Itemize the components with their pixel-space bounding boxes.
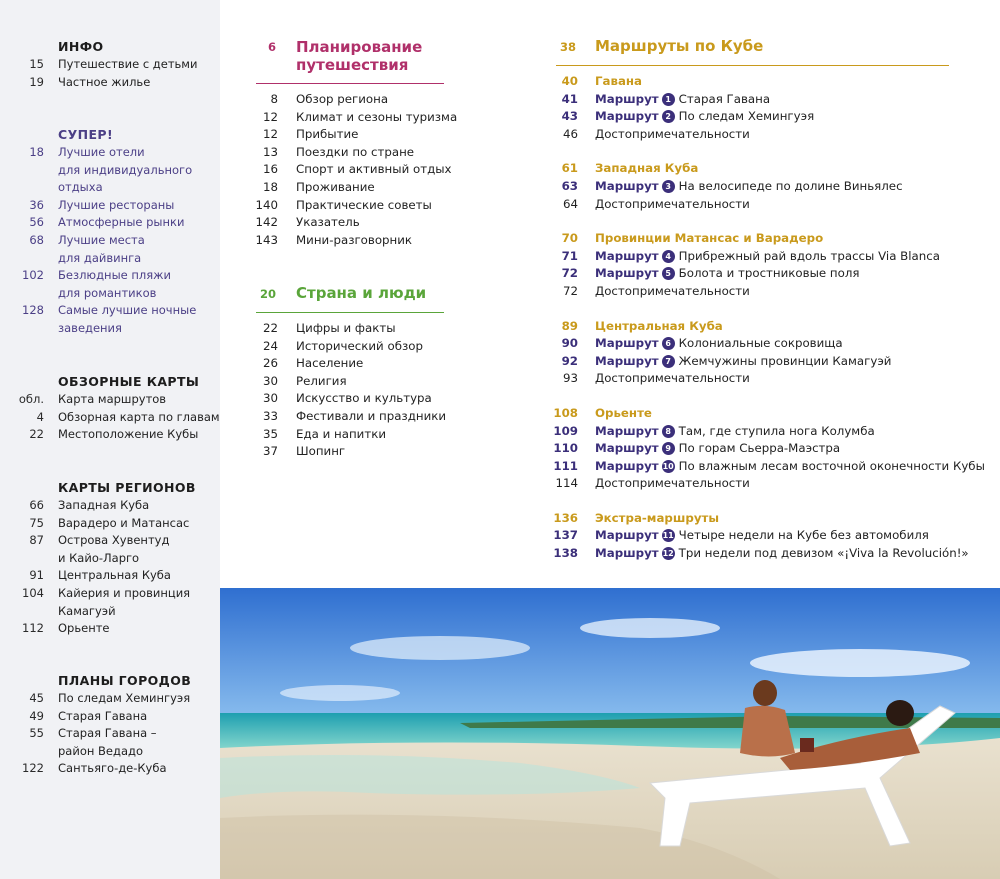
routes-item-page: 64 — [562, 196, 578, 211]
routes-item-label: На велосипеде по долине Виньялес — [678, 178, 903, 193]
planning-item-page: 140 — [255, 197, 278, 212]
country-item-page: 26 — [262, 356, 278, 371]
sidebar-region-maps-item-page: 112 — [22, 621, 44, 636]
country-rule — [256, 312, 444, 313]
route-label: Маршрут — [595, 266, 659, 281]
planning-item-label: Климат и сезоны туризма — [296, 109, 458, 124]
route-label: Маршрут — [595, 528, 659, 543]
sidebar-super-item-label: Лучшие места — [58, 232, 145, 247]
country-title: Страна и люди — [296, 284, 427, 302]
sidebar-region-maps-item-page: 87 — [29, 533, 44, 548]
sidebar-region-maps-item-label: Кайерия и провинция — [58, 585, 191, 600]
sidebar-region-maps — [0, 479, 220, 638]
country-item[interactable] — [240, 338, 450, 356]
sidebar-region-maps-item-page: 75 — [29, 515, 44, 530]
planning-item[interactable] — [240, 214, 450, 232]
route-item[interactable] — [540, 545, 980, 563]
route-number-badge: 4 — [662, 250, 675, 263]
sidebar-city-plans-item[interactable] — [0, 743, 220, 761]
routes-item-label: Там, где ступила нога Колумба — [678, 423, 875, 438]
routes-group-page: 89 — [561, 318, 578, 333]
planning-item[interactable] — [240, 232, 450, 250]
country-item[interactable] — [240, 355, 450, 373]
planning-item-label: Указатель — [296, 215, 360, 230]
sidebar-overview-maps-item-page: 4 — [36, 409, 44, 424]
sidebar-overview-maps-item-label: Карта маршрутов — [58, 392, 167, 406]
sidebar-super-item-page: 36 — [29, 197, 44, 212]
sidebar-super-item[interactable] — [0, 250, 220, 268]
planning-rule — [256, 83, 444, 84]
sidebar-region-maps-item[interactable] — [0, 603, 220, 621]
route-number-badge: 2 — [662, 110, 675, 123]
route-label: Маршрут — [595, 458, 659, 473]
planning-item-page: 12 — [262, 109, 278, 124]
sights-item[interactable] — [540, 475, 980, 493]
routes-item-page: 72 — [562, 283, 578, 298]
sidebar-city-plans-item-page: 55 — [29, 726, 44, 741]
sidebar-city-plans-item-page: 122 — [22, 761, 44, 776]
sidebar-region-maps-item-label: Западная Куба — [58, 498, 150, 512]
sidebar-region-maps-item-label: Камагуэй — [58, 603, 116, 618]
routes-group-page: 108 — [553, 405, 578, 420]
planning-item-page: 16 — [262, 162, 278, 177]
routes-group-spacer — [540, 301, 980, 318]
route-item[interactable] — [540, 178, 980, 196]
route-number-badge: 6 — [662, 337, 675, 350]
sidebar-super-item-page: 68 — [29, 232, 44, 247]
routes-group-title: Западная Куба — [595, 161, 699, 176]
beach-photo-illustration — [220, 588, 1000, 879]
sidebar-info-item-page: 19 — [29, 74, 44, 89]
routes-item-label: Достопримечательности — [595, 476, 750, 491]
sidebar-overview-maps-item[interactable] — [0, 426, 220, 444]
sights-item[interactable] — [540, 283, 980, 301]
route-item[interactable] — [540, 527, 980, 545]
sidebar-overview-maps-item-page: обл. — [18, 392, 44, 406]
sidebar-region-maps-item-label: Орьенте — [58, 621, 110, 636]
routes-item-label: Три недели под девизом «¡Viva la Revolución!» — [678, 546, 969, 561]
planning-item[interactable] — [240, 197, 450, 215]
planning-item-label: Мини-разговорник — [296, 232, 413, 247]
sidebar-city-plans-item-page: 45 — [29, 691, 44, 705]
sidebar-city-plans-item-page: 49 — [29, 708, 44, 723]
sidebar-super-item[interactable] — [0, 232, 220, 250]
routes-group-spacer — [540, 213, 980, 230]
route-label: Маршрут — [595, 248, 659, 263]
planning-item-page: 142 — [255, 215, 278, 230]
sidebar-city-plans-item[interactable] — [0, 760, 220, 778]
route-label: Маршрут — [595, 91, 659, 106]
sidebar-region-maps-item[interactable] — [0, 497, 220, 515]
sidebar-city-plans — [0, 672, 220, 778]
routes-group-spacer — [540, 388, 980, 405]
sidebar-city-plans-title: ПЛАНЫ ГОРОДОВ — [58, 673, 192, 688]
sidebar-info — [0, 38, 220, 91]
sidebar-super-item[interactable] — [0, 267, 220, 285]
routes-item-page: 71 — [561, 248, 578, 263]
sidebar-info-item[interactable] — [0, 74, 220, 92]
country-page: 20 — [259, 287, 276, 301]
planning-item[interactable] — [240, 179, 450, 197]
planning-item-page: 143 — [255, 232, 278, 247]
route-item[interactable] — [540, 440, 980, 458]
sidebar-city-plans-item-label: Старая Гавана — [58, 708, 148, 723]
planning-title-line1: Планирование — [296, 38, 423, 56]
routes-item-label: Жемчужины провинции Камагуэй — [678, 353, 892, 368]
routes-item-page: 109 — [553, 423, 578, 438]
country-item[interactable] — [240, 426, 450, 444]
sidebar-super-item-label: Атмосферные рынки — [58, 215, 185, 230]
routes-item-page: 72 — [561, 266, 578, 281]
country-item-label: Фестивали и праздники — [296, 408, 447, 423]
routes-group-title: Орьенте — [595, 405, 652, 420]
sidebar-super-item[interactable] — [0, 144, 220, 162]
planning-item[interactable] — [240, 144, 450, 162]
routes-rule — [556, 65, 949, 66]
planning-item-page: 8 — [270, 92, 278, 106]
sidebar-super-item-page: 56 — [29, 215, 44, 230]
routes-item-label: Достопримечательности — [595, 371, 750, 386]
country-item[interactable] — [240, 320, 450, 338]
route-number-badge: 9 — [662, 442, 675, 455]
country-item-label: Шопинг — [296, 444, 346, 459]
routes-group-spacer — [540, 143, 980, 160]
sidebar-city-plans-item-label: Сантьяго-де-Куба — [58, 761, 167, 776]
planning-item-label: Проживание — [296, 179, 375, 194]
country-item-label: Цифры и факты — [296, 321, 396, 335]
sidebar-overview-maps — [0, 373, 220, 444]
planning-item-label: Практические советы — [296, 197, 432, 212]
route-label: Маршрут — [595, 178, 659, 193]
sights-item[interactable] — [540, 196, 980, 214]
routes-item-label: По следам Хемингуэя — [678, 109, 815, 124]
sidebar-super-item[interactable] — [0, 320, 220, 338]
country-item[interactable] — [240, 443, 450, 461]
planning-title — [296, 38, 422, 74]
planning-item-page: 13 — [262, 144, 278, 159]
sidebar-region-maps-item[interactable] — [0, 620, 220, 638]
planning-item-label: Обзор региона — [296, 92, 389, 106]
routes-title: Маршруты по Кубе — [595, 37, 764, 55]
country-item-page: 30 — [262, 373, 278, 388]
routes-group-page: 70 — [561, 231, 578, 246]
sidebar-region-maps-item-label: Острова Хувентуд — [58, 533, 170, 548]
routes-group-page: 136 — [553, 510, 578, 525]
routes-item-page: 92 — [561, 353, 578, 368]
routes-page: 38 — [559, 40, 576, 54]
sidebar-city-plans-item[interactable] — [0, 725, 220, 743]
routes-group-heading[interactable] — [540, 510, 980, 528]
country-item-label: Еда и напитки — [296, 426, 386, 441]
sidebar-info-item-page: 15 — [29, 57, 44, 71]
routes-item-label: По влажным лесам восточной оконечности Кубы — [678, 458, 985, 473]
routes-item-page: 137 — [553, 528, 578, 543]
route-number-badge: 7 — [662, 355, 675, 368]
planning-section — [240, 36, 458, 247]
sidebar-overview-maps-item[interactable] — [0, 391, 220, 409]
routes-item-label: Четыре недели на Кубе без автомобиля — [678, 528, 929, 543]
sidebar-region-maps-item-label: и Кайо-Ларго — [58, 550, 140, 565]
route-number-badge: 3 — [662, 180, 675, 193]
country-item-page: 30 — [262, 391, 278, 406]
routes-group-page: 40 — [561, 74, 578, 88]
sidebar-super-item-page: 18 — [29, 145, 44, 159]
sidebar-super-item-label: для индивидуального — [58, 162, 193, 177]
routes-item-label: Старая Гавана — [678, 91, 771, 106]
sidebar-super-item[interactable] — [0, 162, 220, 180]
sidebar-super-item-label: для романтиков — [58, 285, 157, 300]
route-label: Маршрут — [595, 109, 659, 124]
route-number-badge: 11 — [662, 531, 674, 541]
sidebar-super-item[interactable] — [0, 197, 220, 215]
sidebar-super-item[interactable] — [0, 285, 220, 303]
sidebar-super-item-label: заведения — [58, 320, 122, 335]
planning-item[interactable] — [240, 109, 458, 127]
planning-item-page: 12 — [262, 127, 278, 142]
sidebar-super-item[interactable] — [0, 302, 220, 320]
routes-group-title: Экстра-маршруты — [595, 510, 720, 525]
sidebar-region-maps-item-label: Варадеро и Матансас — [58, 515, 190, 530]
route-item[interactable] — [540, 458, 985, 476]
sidebar-super — [0, 126, 220, 338]
route-item[interactable] — [540, 91, 980, 109]
country-item-label: Население — [296, 356, 364, 371]
country-item-page: 24 — [262, 338, 278, 353]
sidebar-info-item-label: Путешествие с детьми — [58, 57, 198, 71]
routes-item-page: 114 — [555, 476, 578, 491]
beach-photo — [220, 588, 1000, 879]
routes-group-heading[interactable] — [540, 160, 980, 178]
routes-item-page: 46 — [562, 126, 578, 141]
sidebar-city-plans-item-label: район Ведадо — [58, 743, 143, 758]
routes-item-label: Достопримечательности — [595, 283, 750, 298]
sidebar-region-maps-item-page: 91 — [29, 568, 44, 583]
sidebar-info-title: ИНФО — [58, 39, 104, 54]
sidebar-super-item-label: отдыха — [58, 180, 103, 195]
country-section — [240, 284, 450, 459]
route-number-badge: 1 — [662, 93, 675, 106]
routes-group-spacer — [540, 493, 980, 510]
country-item-page: 33 — [262, 408, 278, 423]
route-item[interactable] — [540, 423, 980, 441]
sidebar-info-item[interactable] — [0, 56, 220, 74]
planning-item-label: Поездки по стране — [296, 144, 415, 159]
sidebar-overview-maps-item[interactable] — [0, 409, 220, 427]
sidebar-super-item-page: 102 — [22, 268, 44, 283]
sidebar-region-maps-item[interactable] — [0, 515, 220, 533]
routes-item-label: Достопримечательности — [595, 196, 750, 211]
sidebar-overview-maps-item-label: Местоположение Кубы — [58, 427, 199, 442]
sidebar-region-maps-item-page: 66 — [29, 498, 44, 512]
routes-group-page: 61 — [561, 161, 578, 176]
sidebar-overview-maps-title: ОБЗОРНЫЕ КАРТЫ — [58, 374, 200, 389]
sidebar-info-item-label: Частное жилье — [58, 74, 151, 89]
route-number-badge: 10 — [662, 461, 674, 471]
routes-group-heading[interactable] — [540, 405, 980, 423]
sidebar-super-item[interactable] — [0, 214, 220, 232]
sidebar-region-maps-item-page: 104 — [22, 585, 44, 600]
sidebar-overview-maps-item-page: 22 — [29, 427, 44, 442]
planning-item-label: Спорт и активный отдых — [296, 162, 452, 177]
routes-item-label: По горам Сьерра-Маэстра — [678, 441, 841, 456]
route-item[interactable] — [540, 265, 980, 283]
routes-group-heading[interactable] — [540, 318, 980, 336]
sights-item[interactable] — [540, 370, 980, 388]
sidebar-super-item-label: Лучшие отели — [58, 145, 145, 159]
country-item[interactable] — [240, 390, 450, 408]
route-item[interactable] — [540, 248, 980, 266]
country-item-label: Религия — [296, 373, 347, 388]
country-item[interactable] — [240, 373, 450, 391]
planning-title-line2: путешествия — [296, 56, 409, 74]
country-item-page: 37 — [262, 444, 278, 459]
route-label: Маршрут — [595, 546, 659, 561]
sidebar-super-item-label: для дайвинга — [58, 250, 142, 265]
routes-group-title: Центральная Куба — [595, 318, 723, 333]
country-item-label: Исторический обзор — [296, 338, 423, 353]
route-label: Маршрут — [595, 441, 659, 456]
route-item[interactable] — [540, 108, 980, 126]
routes-item-label: Колониальные сокровища — [678, 336, 843, 351]
routes-group-title: Гавана — [595, 74, 643, 88]
sidebar-super-title: СУПЕР! — [58, 127, 114, 142]
routes-group-heading[interactable] — [540, 73, 980, 91]
route-number-badge: 8 — [662, 425, 675, 438]
routes-item-page: 111 — [553, 458, 578, 473]
planning-item[interactable] — [240, 161, 450, 179]
planning-item[interactable] — [240, 91, 450, 109]
routes-item-page: 93 — [562, 371, 578, 386]
routes-item-page: 110 — [553, 441, 578, 456]
sidebar-city-plans-item-label: По следам Хемингуэя — [58, 691, 191, 705]
sidebar-super-item-page: 128 — [22, 303, 44, 318]
route-item[interactable] — [540, 335, 980, 353]
sidebar-region-maps-title: КАРТЫ РЕГИОНОВ — [58, 480, 196, 495]
route-number-badge: 5 — [662, 267, 675, 280]
routes-item-label: Достопримечательности — [595, 126, 750, 141]
planning-page: 6 — [267, 40, 276, 54]
planning-item[interactable] — [240, 126, 450, 144]
routes-item-page: 43 — [561, 109, 578, 124]
route-label: Маршрут — [595, 353, 659, 368]
sidebar-region-maps-item-label: Центральная Куба — [58, 568, 171, 583]
routes-group-heading[interactable] — [540, 230, 980, 248]
sidebar-super-item-label: Безлюдные пляжи — [58, 268, 172, 283]
sidebar-city-plans-item-label: Старая Гавана – — [58, 726, 157, 741]
routes-item-page: 90 — [561, 336, 578, 351]
route-item[interactable] — [540, 353, 980, 371]
sidebar-city-plans-item[interactable] — [0, 708, 220, 726]
sidebar — [0, 0, 220, 879]
sidebar-region-maps-item[interactable] — [0, 567, 220, 585]
sidebar-super-item-label: Самые лучшие ночные — [58, 303, 197, 318]
routes-group-title: Провинции Матансас и Варадеро — [595, 231, 824, 246]
routes-item-page: 63 — [561, 178, 578, 193]
country-item-label: Искусство и культура — [296, 391, 432, 406]
routes-item-label: Прибрежный рай вдоль трассы Via Blanca — [678, 248, 940, 263]
country-item-page: 35 — [262, 426, 278, 441]
country-item[interactable] — [240, 408, 450, 426]
sidebar-overview-maps-item-label: Обзорная карта по главам — [58, 409, 220, 424]
routes-item-page: 41 — [561, 91, 578, 106]
sidebar-region-maps-item[interactable] — [0, 585, 220, 603]
planning-item-page: 18 — [262, 179, 278, 194]
planning-item-label: Прибытие — [296, 127, 359, 142]
route-label: Маршрут — [595, 336, 659, 351]
routes-item-label: Болота и тростниковые поля — [678, 266, 860, 281]
routes-section — [540, 36, 985, 561]
sidebar-region-maps-item[interactable] — [0, 532, 220, 550]
route-label: Маршрут — [595, 423, 659, 438]
sidebar-super-item-label: Лучшие рестораны — [58, 197, 175, 212]
sidebar-super-item[interactable] — [0, 179, 220, 197]
country-item-page: 22 — [262, 321, 278, 335]
routes-item-page: 138 — [553, 546, 578, 561]
sights-item[interactable] — [540, 126, 980, 144]
sidebar-city-plans-item[interactable] — [0, 690, 220, 708]
sidebar-region-maps-item[interactable] — [0, 550, 220, 568]
route-number-badge: 12 — [662, 549, 674, 559]
